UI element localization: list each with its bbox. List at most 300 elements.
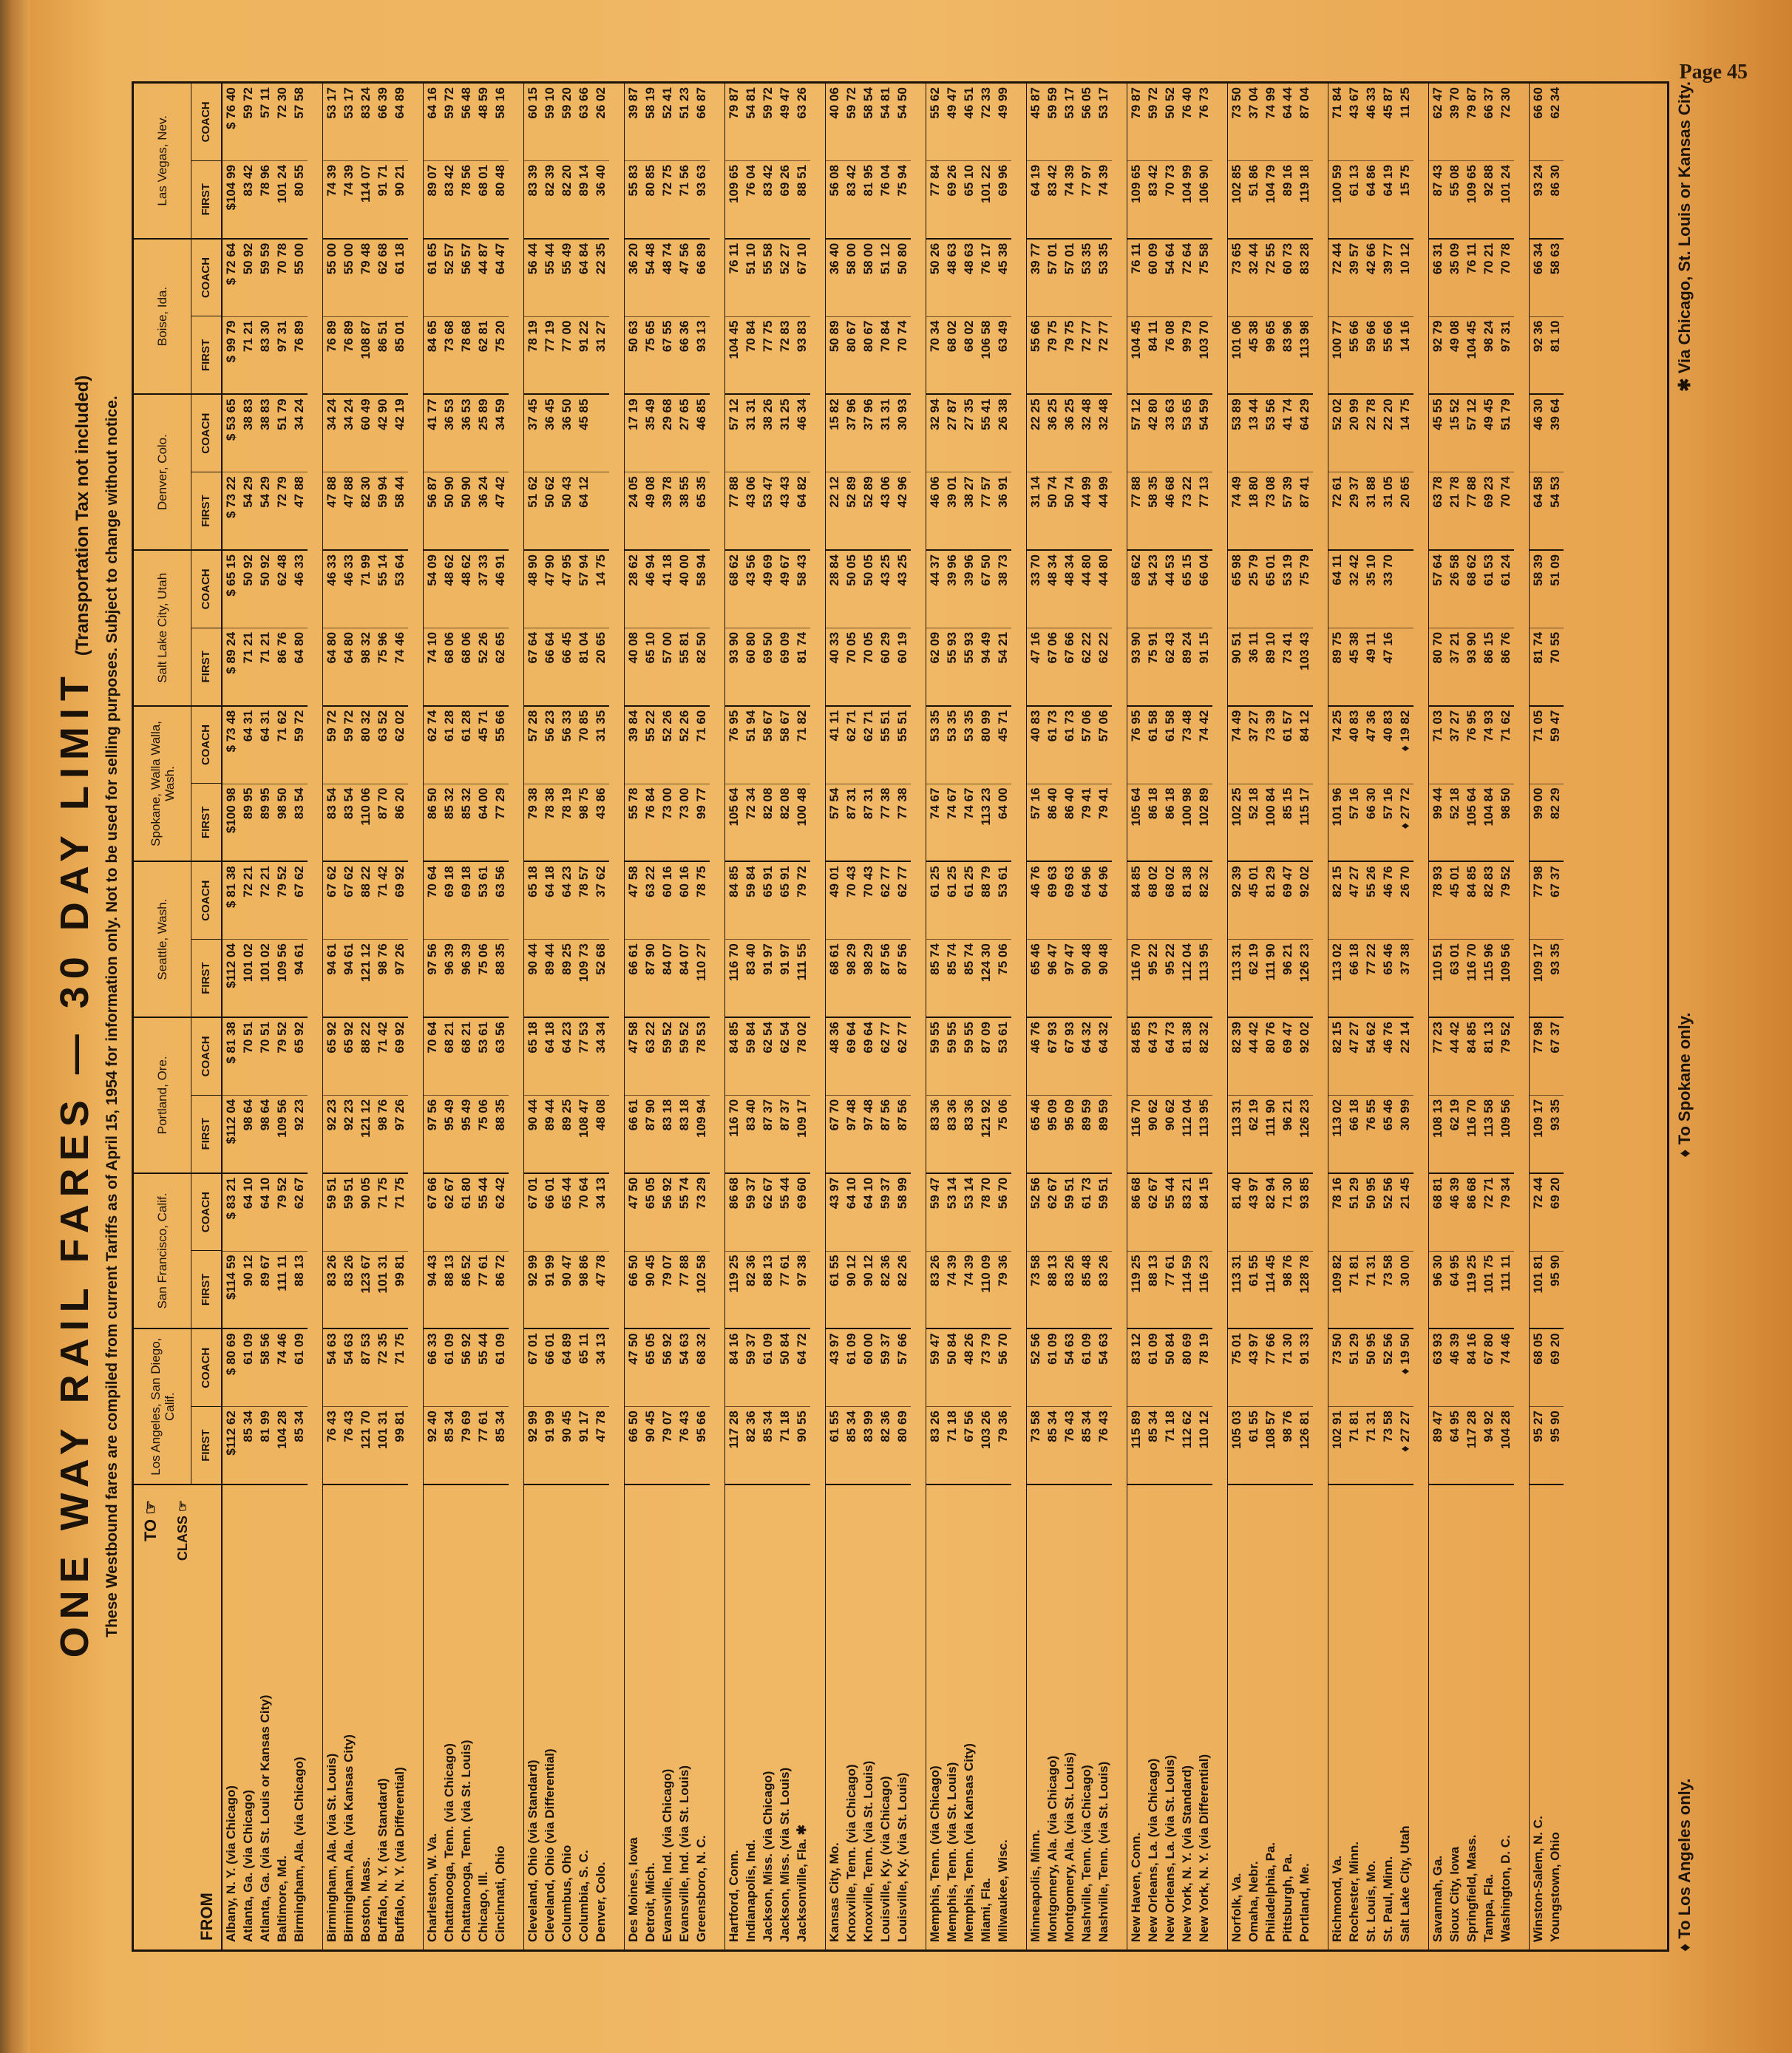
fare-cell: 58 63 — [1547, 238, 1564, 316]
fare-cell: 41 11 — [826, 705, 843, 784]
fare-cell: 62 81 — [475, 316, 492, 394]
fare-cell: 54 09 — [424, 549, 441, 628]
table-row — [441, 84, 458, 1949]
fare-cell: 48 08 — [592, 1095, 609, 1173]
fare-cell: 116 23 — [1195, 1251, 1212, 1328]
fare-cell: 113 31 — [1228, 1095, 1245, 1173]
fare-cell: 78 19 — [1195, 1328, 1212, 1406]
table-row — [742, 84, 759, 1949]
fare-cell: 63 52 — [374, 705, 391, 784]
destination-name: Spokane, Walla Walla, Wash. — [134, 707, 191, 861]
fare-cell: 74 25 — [1328, 705, 1345, 784]
fare-cell: 113 02 — [1328, 939, 1345, 1017]
fare-cell: 84 15 — [1195, 1173, 1212, 1251]
fare-cell: 71 42 — [374, 861, 391, 939]
fare-cell: 90 45 — [642, 1251, 659, 1328]
fare-cell: 71 30 — [1279, 1328, 1296, 1406]
fare-cell: 49 47 — [778, 87, 792, 119]
fare-cell: 59 72 — [442, 87, 456, 119]
fare-cell: 116 70 — [1463, 939, 1480, 1017]
fare-cell: 50 89 — [826, 316, 843, 394]
fare-cell: 33 70 — [1027, 549, 1044, 628]
fare-cell: 76 55 — [1362, 1095, 1379, 1173]
fare-cell: 82 83 — [1480, 861, 1497, 939]
fare-cell: 39 78 — [659, 472, 676, 549]
fare-cell: 96 47 — [1044, 939, 1061, 1017]
fare-cell: 45 71 — [475, 705, 492, 784]
fare-cell: 81 38 — [1178, 861, 1195, 939]
fare-cell: 89 95 — [240, 784, 257, 861]
fare-cell: 60 19 — [894, 628, 911, 705]
fare-cell: 11 25 — [1398, 87, 1412, 118]
fare-cell: 54 63 — [1061, 1328, 1078, 1406]
fare-cell: 51 79 — [274, 393, 291, 472]
fare-cell: 73 58 — [1027, 1406, 1044, 1484]
fare-cell: 52 57 — [441, 238, 458, 316]
fare-cell: 45 38 — [994, 238, 1011, 316]
fare-cell: 65 91 — [759, 861, 776, 939]
fare-cell: 99 77 — [693, 784, 710, 861]
fare-cell: 52 26 — [676, 705, 693, 784]
fare-cell: 61 09 — [240, 1328, 257, 1406]
fare-cell: 85 34 — [1144, 1406, 1161, 1484]
fare-cell: 64 89 — [393, 87, 407, 119]
fare-cell: 56 08 — [826, 160, 843, 238]
fare-cell: 75 06 — [475, 939, 492, 1017]
fare-cell: 70 85 — [575, 705, 592, 784]
fare-cell: 101 31 — [374, 1251, 391, 1328]
fare-cell: 93 24 — [1530, 160, 1547, 238]
fare-cell: 52 02 — [1328, 393, 1345, 472]
fare-cell: 71 81 — [1345, 1406, 1362, 1484]
destination-name: Salt Lake City, Utah — [134, 551, 191, 705]
fare-cell: ♦ 19 82 — [1396, 705, 1413, 784]
fare-cell: 95 09 — [1044, 1095, 1061, 1173]
fare-cell: 61 09 — [441, 1328, 458, 1406]
fare-cell: 110 09 — [977, 1251, 994, 1328]
fare-cell: 87 43 — [1429, 160, 1446, 238]
origin-city: Rochester, Minn. — [1345, 1484, 1362, 1949]
origin-city: Atlanta, Ga. (via Chicago) — [240, 1484, 257, 1949]
origin-city: Philadelphia, Pa. — [1262, 1484, 1279, 1949]
fare-cell: 95 90 — [1547, 1406, 1564, 1484]
fare-cell: 87 56 — [894, 939, 911, 1017]
fare-cell: 52 56 — [1027, 1173, 1044, 1251]
fare-cell: 67 01 — [524, 1173, 541, 1251]
fare-cell: 59 55 — [960, 1017, 977, 1095]
fare-cell: 85 48 — [1078, 1251, 1095, 1328]
fare-cell: 63 49 — [994, 316, 1011, 394]
fare-cell: 90 44 — [524, 1095, 541, 1173]
fare-cell: 47 42 — [492, 472, 509, 549]
class-row — [191, 395, 221, 549]
fare-cell: 69 26 — [943, 160, 960, 238]
fare-cell: 32 48 — [1078, 393, 1095, 472]
fare-cell: $100 98 — [223, 784, 240, 861]
fare-cell: 43 97 — [1245, 1328, 1262, 1406]
table-row — [1127, 84, 1144, 1949]
fare-cell: 80 70 — [1429, 628, 1446, 705]
fare-cell: 101 24 — [274, 160, 291, 238]
fare-cell: 59 72 — [323, 705, 340, 784]
fare-cell: 89 16 — [1279, 160, 1296, 238]
fare-cell: 54 63 — [340, 1328, 357, 1406]
fare-cell: 68 21 — [458, 1017, 475, 1095]
fare-cell: 87 37 — [776, 1095, 793, 1173]
table-row — [1095, 84, 1112, 1949]
origin-city: Birmingham, Ala. (via St. Louis) — [323, 1484, 340, 1949]
fare-cell: 65 10 — [642, 628, 659, 705]
fare-cell: 99 44 — [1429, 784, 1446, 861]
fare-cell: 77 75 — [759, 316, 776, 394]
fare-cell: 80 69 — [894, 1406, 911, 1484]
fare-cell: 53 89 — [1228, 393, 1245, 472]
fare-cell: 71 21 — [240, 628, 257, 705]
origin-city: St. Louis, Mo. — [1362, 1484, 1379, 1949]
fare-cell: 48 90 — [524, 549, 541, 628]
fare-cell: 101 24 — [1497, 160, 1514, 238]
class-coach-label: COACH — [200, 101, 212, 143]
fare-cell: 64 80 — [340, 628, 357, 705]
fare-cell: 58 94 — [693, 549, 710, 628]
fare-cell: 48 74 — [659, 238, 676, 316]
fare-cell: 83 54 — [323, 784, 340, 861]
fare-cell: 85 32 — [458, 784, 475, 861]
fare-cell: 34 13 — [592, 1173, 609, 1251]
fare-cell: 79 52 — [1497, 1017, 1514, 1095]
fare-cell: 53 17 — [342, 87, 356, 119]
table-row — [274, 84, 291, 1949]
fare-cell: 90 55 — [793, 1406, 810, 1484]
fare-cell: 87 56 — [877, 939, 894, 1017]
fare-cell: 50 74 — [1061, 472, 1078, 549]
fare-cell: 108 13 — [1429, 1095, 1446, 1173]
fare-cell: ♦ 27 27 — [1396, 1406, 1413, 1484]
fare-cell: 111 11 — [1497, 1251, 1514, 1328]
fare-cell: 46 34 — [793, 393, 810, 472]
fare-cell: 76 95 — [1463, 705, 1480, 784]
fare-cell: 46 51 — [962, 87, 976, 119]
fare-cell: 119 25 — [1127, 1251, 1144, 1328]
fare-cell: 59 94 — [374, 472, 391, 549]
fare-cell: 62 34 — [1548, 87, 1562, 119]
fare-cell: 36 53 — [441, 393, 458, 472]
fare-cell: $112 04 — [223, 1095, 240, 1173]
fare-cell: 109 94 — [693, 1095, 710, 1173]
fare-cell: 66 89 — [693, 238, 710, 316]
fare-cell: 64 23 — [558, 861, 575, 939]
fare-cell: 57 01 — [1061, 238, 1078, 316]
fare-cell: 54 64 — [1161, 238, 1178, 316]
fare-cell: 64 19 — [1379, 160, 1396, 238]
destination-column — [134, 705, 221, 861]
destination-column — [134, 1017, 221, 1173]
origin-city: Memphis, Tenn. (via Kansas City) — [960, 1484, 977, 1949]
fare-cell: 55 66 — [1379, 316, 1396, 394]
fare-cell: 116 70 — [1127, 1095, 1144, 1173]
origin-city: New Orleans, La. (via St. Louis) — [1161, 1484, 1178, 1949]
table-row — [458, 84, 475, 1949]
fare-cell: 64 10 — [240, 1173, 257, 1251]
fare-cell: 44 53 — [1161, 549, 1178, 628]
fare-cell: 48 63 — [960, 238, 977, 316]
table-row — [926, 84, 943, 1949]
table-row — [1228, 84, 1245, 1949]
fare-cell: 101 81 — [1530, 1251, 1547, 1328]
fare-cell: 34 24 — [291, 393, 308, 472]
fare-cell: 49 99 — [996, 87, 1010, 119]
fare-cell: 40 06 — [827, 87, 841, 119]
fare-cell: 69 60 — [793, 1173, 810, 1251]
fare-cell: 57 12 — [725, 393, 742, 472]
fare-cell: 62 54 — [776, 1017, 793, 1095]
fare-cell: 63 56 — [492, 1017, 509, 1095]
origin-city: Albany, N. Y. (via Chicago) — [223, 1484, 240, 1949]
fare-cell: 58 00 — [843, 238, 860, 316]
fare-cell: 71 75 — [374, 1173, 391, 1251]
fare-cell: 50 90 — [441, 472, 458, 549]
fare-cell: 31 05 — [1379, 472, 1396, 549]
fare-cell: 37 38 — [1396, 939, 1413, 1017]
fare-cell: 81 95 — [860, 160, 877, 238]
fare-cell: 55 66 — [1345, 316, 1362, 394]
fare-cell: 77 88 — [676, 1251, 693, 1328]
fare-cell: 80 99 — [977, 705, 994, 784]
fare-cell: 64 10 — [860, 1173, 877, 1251]
fare-cell: 83 36 — [926, 1095, 943, 1173]
fare-cell: 82 30 — [357, 472, 374, 549]
origin-city: Greensboro, N. C. — [693, 1484, 710, 1949]
fare-cell: 99 79 — [1178, 316, 1195, 394]
fare-cell: 90 12 — [843, 1251, 860, 1328]
fare-cell: 25 89 — [475, 393, 492, 472]
fare-cell: 47 95 — [558, 549, 575, 628]
fare-cell: 53 35 — [1078, 238, 1095, 316]
fare-cell: 80 32 — [357, 705, 374, 784]
table-row — [340, 84, 357, 1949]
table-row — [291, 84, 308, 1949]
fare-cell: 89 75 — [1328, 628, 1345, 705]
origin-city: Miami, Fla. — [977, 1484, 994, 1949]
fare-cell: 88 35 — [492, 939, 509, 1017]
fare-cell: 76 11 — [1463, 238, 1480, 316]
fare-cell: 39 70 — [1447, 87, 1462, 119]
fare-cell: 71 99 — [357, 549, 374, 628]
fare-cell: 109 65 — [1127, 160, 1144, 238]
fare-cell: 90 48 — [1095, 939, 1112, 1017]
fare-cell: 30 93 — [894, 393, 911, 472]
fare-cell: 116 70 — [1127, 939, 1144, 1017]
origin-city: Memphis, Tenn. (via St. Louis) — [943, 1484, 960, 1949]
fare-cell: 101 02 — [257, 939, 274, 1017]
fare-cell: 61 55 — [826, 1406, 843, 1484]
fare-cell: 66 31 — [1429, 238, 1446, 316]
fare-cell: 81 40 — [1228, 1173, 1245, 1251]
fare-cell: 55 58 — [759, 238, 776, 316]
fare-cell: 57 16 — [1345, 784, 1362, 861]
fare-cell: 74 67 — [926, 784, 943, 861]
fare-cell: 55 93 — [960, 628, 977, 705]
fare-cell: 95 90 — [1547, 1251, 1564, 1328]
fare-cell: 77 61 — [776, 1251, 793, 1328]
fare-cell: 77 23 — [1429, 1017, 1446, 1095]
fare-cell: 89 25 — [558, 1095, 575, 1173]
fare-cell: 70 21 — [1480, 238, 1497, 316]
fare-cell: 22 78 — [1362, 393, 1379, 472]
fare-cell: 61 58 — [1144, 705, 1161, 784]
fare-cell: 88 35 — [492, 1095, 509, 1173]
fare-cell: 69 47 — [1279, 1017, 1296, 1095]
destination-name: Portland, Ore. — [134, 1018, 191, 1173]
fare-cell: 54 50 — [895, 87, 909, 119]
table-row — [575, 84, 592, 1949]
fare-cell — [1396, 549, 1413, 628]
fare-cell: 59 51 — [1095, 1173, 1112, 1251]
origin-city: Buffalo, N. Y. (via Standard) — [374, 1484, 391, 1949]
fare-cell: 82 20 — [558, 160, 575, 238]
fare-cell: 55 83 — [625, 160, 642, 238]
fare-cell: 83 26 — [926, 1406, 943, 1484]
group-separator — [710, 84, 725, 1949]
fare-cell: 43 06 — [742, 472, 759, 549]
class-label: CLASS ☞ — [175, 1500, 190, 1561]
fare-cell: 54 62 — [1362, 1017, 1379, 1095]
fare-cell: 46 39 — [1446, 1173, 1463, 1251]
fare-cell: 87 37 — [759, 1095, 776, 1173]
origin-city: Columbia, S. C. — [575, 1484, 592, 1949]
fare-table-rotated — [52, 81, 1700, 1952]
fare-cell: 50 52 — [1163, 87, 1177, 119]
fare-cell: 84 85 — [1463, 861, 1480, 939]
fare-cell: 54 81 — [878, 87, 892, 119]
fare-cell: 80 48 — [492, 160, 509, 238]
fare-cell: 61 57 — [1279, 705, 1296, 784]
fare-cell: 58 54 — [861, 87, 875, 119]
fare-cell: 73 48 — [1178, 705, 1195, 784]
fare-cell: 34 24 — [323, 393, 340, 472]
fare-cell: 83 26 — [323, 1251, 340, 1328]
class-first-label: FIRST — [191, 1406, 221, 1484]
fare-cell: 73 22 — [1178, 472, 1195, 549]
fare-cell: 44 80 — [1095, 549, 1112, 628]
fare-cell: 76 43 — [323, 1406, 340, 1484]
fare-cell: 14 75 — [1396, 393, 1413, 472]
footnote-via: ✱ Via Chicago, St. Louis or Kansas City. — [1675, 81, 1694, 392]
fare-cell: 113 02 — [1328, 1095, 1345, 1173]
fare-cell: 109 56 — [1497, 1095, 1514, 1173]
group-separator — [1212, 84, 1228, 1949]
fare-cell: 97 26 — [391, 1095, 408, 1173]
fare-cell: 65 18 — [524, 861, 541, 939]
fare-cell: 73 39 — [1262, 705, 1279, 784]
fare-cell: 38 83 — [240, 393, 257, 472]
fare-cell: 92 23 — [340, 1095, 357, 1173]
origin-city: Evansville, Ind. (via Chicago) — [659, 1484, 676, 1949]
fare-cell: 88 13 — [441, 1251, 458, 1328]
fare-cell: 59 72 — [241, 87, 255, 119]
fare-cell: 64 96 — [1078, 861, 1095, 939]
fare-cell: 79 75 — [1044, 316, 1061, 394]
fare-cell: 88 79 — [977, 861, 994, 939]
fare-cell: 31 25 — [776, 393, 793, 472]
fare-cell: 112 04 — [1178, 939, 1195, 1017]
fare-cell: 50 84 — [1161, 1328, 1178, 1406]
fare-cell: 90 12 — [240, 1251, 257, 1328]
fare-cell: 97 31 — [1497, 316, 1514, 394]
destination-column — [134, 238, 221, 394]
fare-cell: 88 22 — [357, 1017, 374, 1095]
table-row — [492, 84, 509, 1949]
fare-cell: 83 42 — [759, 160, 776, 238]
fare-cell: 77 88 — [1127, 472, 1144, 549]
fare-cell: ♦ 19 50 — [1396, 1328, 1413, 1406]
fare-cell: 80 55 — [291, 160, 308, 238]
fare-cell: 64 95 — [1446, 1406, 1463, 1484]
fare-cell: 112 62 — [1178, 1406, 1195, 1484]
fare-cell: 83 36 — [943, 1095, 960, 1173]
fare-cell: 55 00 — [323, 238, 340, 316]
destination-column — [134, 861, 221, 1017]
origin-city: Youngstown, Ohio — [1547, 1484, 1564, 1949]
fare-cell: 64 00 — [475, 784, 492, 861]
fare-cell: 90 62 — [1161, 1095, 1178, 1173]
fare-cell: 55 93 — [943, 628, 960, 705]
fare-cell: 56 87 — [424, 472, 441, 549]
fare-cell: 62 74 — [424, 705, 441, 784]
destination-headers — [134, 84, 223, 1484]
fare-cell: 47 27 — [1345, 1017, 1362, 1095]
fare-cell: 72 33 — [979, 87, 993, 119]
fare-cell: 70 78 — [1497, 238, 1514, 316]
fare-cell: 31 88 — [1362, 472, 1379, 549]
fare-cell: 51 12 — [877, 238, 894, 316]
table-row — [994, 84, 1011, 1949]
fare-cell: 72 83 — [776, 316, 793, 394]
table-row — [1144, 84, 1161, 1949]
fare-cell: 77 19 — [541, 316, 558, 394]
fare-cell: 46 76 — [1379, 861, 1396, 939]
fare-cell: 85 34 — [291, 1406, 308, 1484]
table-row — [1262, 84, 1279, 1949]
fare-cell: 48 34 — [1061, 549, 1078, 628]
fare-cell: 45 85 — [575, 393, 592, 472]
fare-cell: 55 66 — [1027, 316, 1044, 394]
fare-cell: 48 59 — [476, 87, 490, 119]
fare-cell: 64 96 — [1095, 861, 1112, 939]
class-row — [191, 1329, 221, 1484]
fare-cell: 99 81 — [391, 1406, 408, 1484]
fare-cell: 57 06 — [1095, 705, 1112, 784]
fare-cell: 50 95 — [1362, 1173, 1379, 1251]
fare-cell: 70 43 — [860, 861, 877, 939]
fare-cell: 76 84 — [642, 784, 659, 861]
fare-cell: 65 92 — [291, 1017, 308, 1095]
fare-cell: 40 83 — [1379, 705, 1396, 784]
fare-cell: 109 17 — [1530, 939, 1547, 1017]
fare-cell: 63 93 — [1429, 1328, 1446, 1406]
fare-cell: 63 22 — [642, 1017, 659, 1095]
origin-city: Louisville, Ky. (via Chicago) — [877, 1484, 894, 1949]
fare-cell: $112 04 — [223, 939, 240, 1017]
fare-cell: 20 65 — [1396, 472, 1413, 549]
fare-cell: 69 64 — [860, 1017, 877, 1095]
fare-cell: 89 44 — [541, 939, 558, 1017]
fare-cell: 37 27 — [1245, 705, 1262, 784]
fare-cell: 92 39 — [1228, 861, 1245, 939]
fare-cell: 61 09 — [1078, 1328, 1095, 1406]
fare-cell: 78 19 — [558, 784, 575, 861]
fare-cell: 63 26 — [795, 87, 809, 119]
